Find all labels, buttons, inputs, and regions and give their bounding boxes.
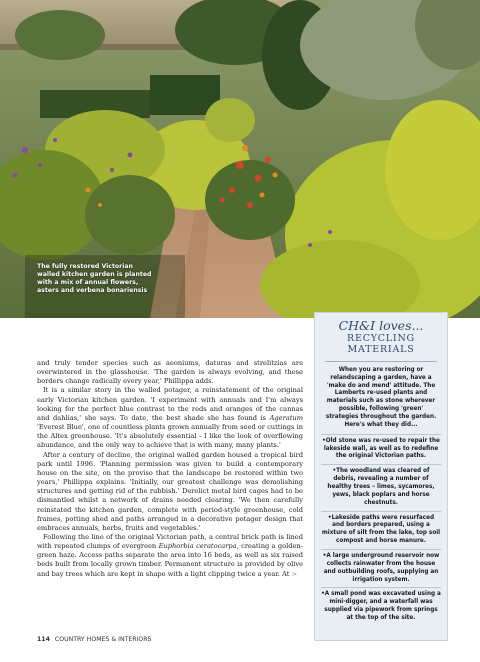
page-footer [37, 636, 152, 643]
photo-caption: The fully restored Victorian walled kitchen garden is planted with a mix of annual flowers, asters and verbena bonariensis [37, 263, 152, 295]
garden-photo [0, 0, 480, 318]
page-number: 114 [37, 636, 50, 643]
sidebar-intro: When you are restoring or relandscaping a garden, have a 'make do and mend' attitude. The Lamberts re-used plants and materials such as stone wherever possible, following 'green' strategies throughout the garden. Here's what they did... [325, 366, 437, 428]
publication-name: COUNTRY HOMES & INTERIORS [54, 636, 152, 643]
continue-arrow-icon: > [291, 569, 298, 578]
list-item: • Lakeside paths were resurfaced and borders prepared, using a mixture of silt from the lake, top soil compost and horse manure. [321, 511, 441, 549]
sidebar-title: CH&I loves... [338, 318, 424, 333]
sidebar-list [315, 434, 447, 626]
plant-name-euphorbia: Euphorbia ceratocarpa [158, 542, 237, 551]
article-paragraph-4 [37, 533, 303, 579]
paragraph-4-text-a: Following the line of the original Victorian path, a central brick path is lined with repeated clumps of evergreen [37, 532, 303, 551]
sidebar-subtitle-line2: MATERIALS [347, 344, 415, 356]
article-body [37, 359, 303, 579]
article-paragraph-2 [37, 386, 303, 450]
paragraph-2-text-a: It is a similar story in the walled potager, a reinstatement of the original early Victorian kitchen garden. 'I experiment with annuals and I'm always looking for the perfect blue contrast to the reds and oranges of the cannas and dahlias,' she says. To date, the best shade she has found is [37, 386, 303, 422]
sidebar-subtitle-line1: RECYCLING [347, 333, 415, 344]
sidebar-divider [325, 361, 437, 362]
ch-i-loves-box [314, 312, 448, 641]
paragraph-4-text-b: , creating a golden-green haze. Access paths separate the area into 16 beds, as well as six raised beds built from locally grown timber. Permanent structure is provided by olive and bay trees which are kept in shape with a light clipping twice a year. At [37, 542, 304, 578]
list-item: • The woodland was cleared of debris, revealing a number of healthy trees – limes, sycamores, yews, black poplars and horse chestnuts. [321, 464, 441, 510]
paragraph-2-text-b: 'Everest Blue', one of countless plants grown annually from seed or cuttings in the Altex greenhouse. 'It's absolutely essential - I like the look of overflowing abundance, and the only way to achieve that is with many, many plants.' [37, 423, 303, 450]
article-paragraph-3: After a century of decline, the original walled garden housed a tropical bird park until 1996. 'Planning permission was given to build a contemporary house on the site, on the proviso that the landscape be restored within two years,' Phillippa explains. 'Initially, our greatest challenge was demolishing structures and getting rid of the rubbish.' Derelict metal bird cages had to be dismantled whilst a network of drains needed clearing. 'We then carefully reinstated the kitchen garden, complete with period-style greenhouse, cold frames, potting shed and paths arranged in a decorative potager design that embraces annuals, herbs, fruits and vegetables.' [37, 450, 303, 532]
plant-name-ageratum: Ageratum [269, 413, 303, 422]
list-item: • A large underground reservoir now collects rainwater from the house and outbuilding roofs, supplying an irrigation system. [321, 549, 441, 587]
list-item: • Old stone was re-used to repair the lakeside wall, as well as to redefine the original Victorian paths. [321, 434, 441, 465]
list-item: • A small pond was excavated using a mini-digger, and a waterfall was supplied via pipework from springs at the top of the site. [321, 587, 441, 625]
article-paragraph-1: and truly tender species such as aeoniums, daturas and strelitzias are overwintered in the glasshouse. 'The garden is always evolving, and these borders change radically every year,' Phillippa adds. [37, 359, 303, 386]
